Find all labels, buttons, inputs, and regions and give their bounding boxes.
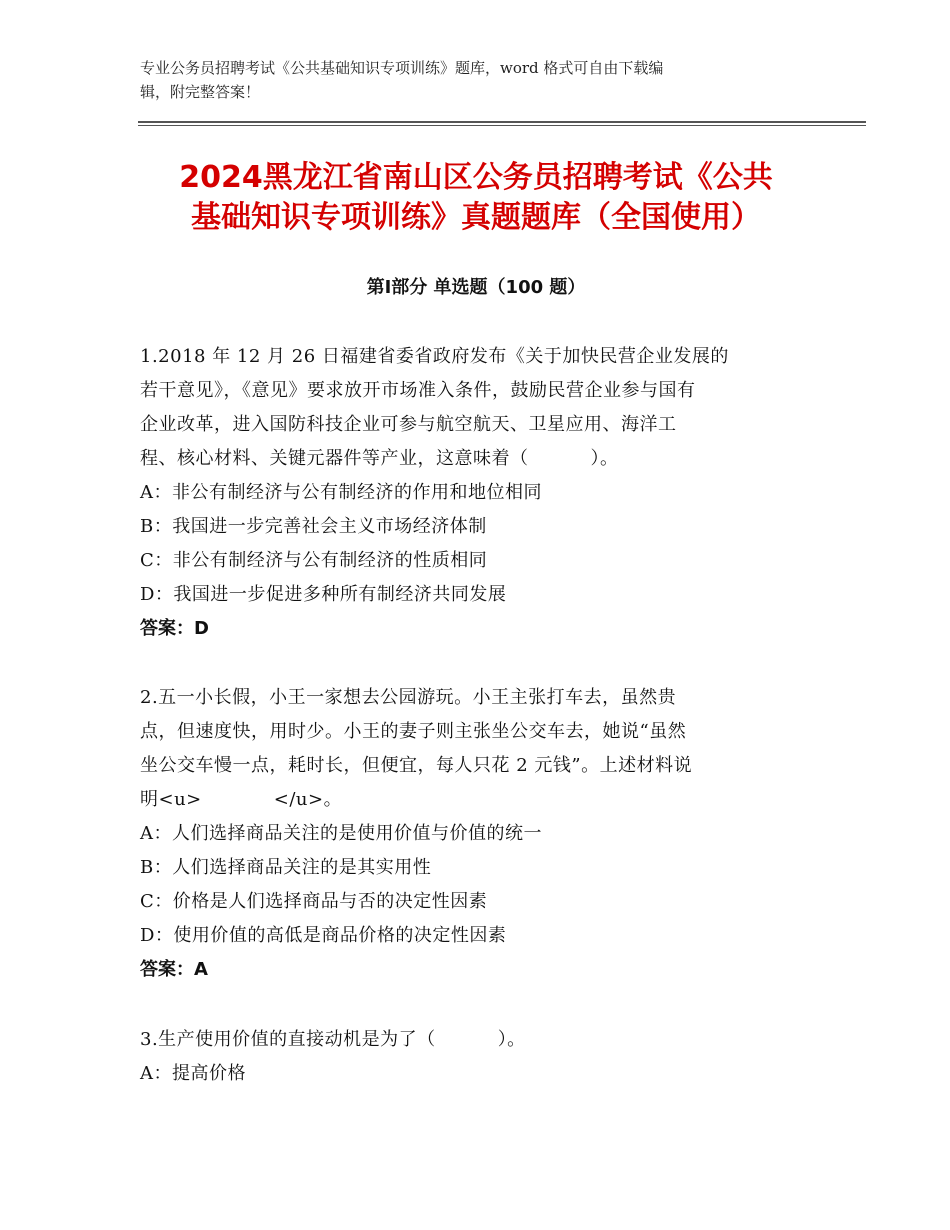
stem-text: 明<u> <box>140 789 202 810</box>
option-b: B：我国进一步完善社会主义市场经济体制 <box>140 516 487 537</box>
document-header-note <box>140 56 810 104</box>
answer-line: 答案：D <box>140 618 209 639</box>
section-heading: 第Ⅰ部分 单选题（100 题） <box>366 277 586 298</box>
question-stem-line <box>140 1023 812 1057</box>
stem-text: </u>。 <box>273 789 343 810</box>
question-stem-line <box>140 442 812 476</box>
question-stem-line: 企业改革，进入国防科技企业可参与航空航天、卫星应用、海洋工 <box>140 414 677 435</box>
question-stem-line: 点，但速度快，用时少。小王的妻子则主张坐公交车去，她说“虽然 <box>140 721 687 742</box>
option-d: D：我国进一步促进多种所有制经济共同发展 <box>140 584 507 605</box>
title-line-1: 2024黑龙江省南山区公务员招聘考试《公共 <box>179 160 773 195</box>
stem-text: ）。 <box>497 1029 526 1050</box>
question-stem-line: 1.2018 年 12 月 26 日福建省委省政府发布《关于加快民营企业发展的 <box>140 346 729 367</box>
stem-text: ）。 <box>590 448 619 469</box>
question-2 <box>140 681 812 987</box>
question-stem-line: 坐公交车慢一点，耗时长，但便宜，每人只花 2 元钱”。上述材料说 <box>140 755 693 776</box>
header-divider-thick <box>138 121 866 123</box>
question-1 <box>140 340 812 646</box>
header-line-2: 辑，附完整答案！ <box>140 83 261 101</box>
answer-line: 答案：A <box>140 959 208 980</box>
question-3 <box>140 1023 812 1091</box>
question-stem-line: 2.五一小长假，小王一家想去公园游玩。小王主张打车去，虽然贵 <box>140 687 677 708</box>
header-line-1: 专业公务员招聘考试《公共基础知识专项训练》题库，word 格式可自由下载编 <box>140 59 664 77</box>
option-a: A：人们选择商品关注的是使用价值与价值的统一 <box>140 823 542 844</box>
stem-text: 程、核心材料、关键元器件等产业，这意味着（ <box>140 448 529 469</box>
header-divider-thin <box>138 125 866 126</box>
option-d: D：使用价值的高低是商品价格的决定性因素 <box>140 925 507 946</box>
option-b: B：人们选择商品关注的是其实用性 <box>140 857 432 878</box>
stem-text: 3.生产使用价值的直接动机是为了（ <box>140 1029 436 1050</box>
option-a: A：提高价格 <box>140 1063 246 1084</box>
option-c: C：价格是人们选择商品与否的决定性因素 <box>140 891 488 912</box>
option-a: A：非公有制经济与公有制经济的作用和地位相同 <box>140 482 542 503</box>
question-stem-line <box>140 783 812 817</box>
question-stem-line: 若干意见》，《意见》要求放开市场准入条件，鼓励民营企业参与国有 <box>140 380 696 401</box>
option-c: C：非公有制经济与公有制经济的性质相同 <box>140 550 488 571</box>
document-title <box>140 158 812 238</box>
title-line-2: 基础知识专项训练》真题题库（全国使用） <box>191 200 761 235</box>
